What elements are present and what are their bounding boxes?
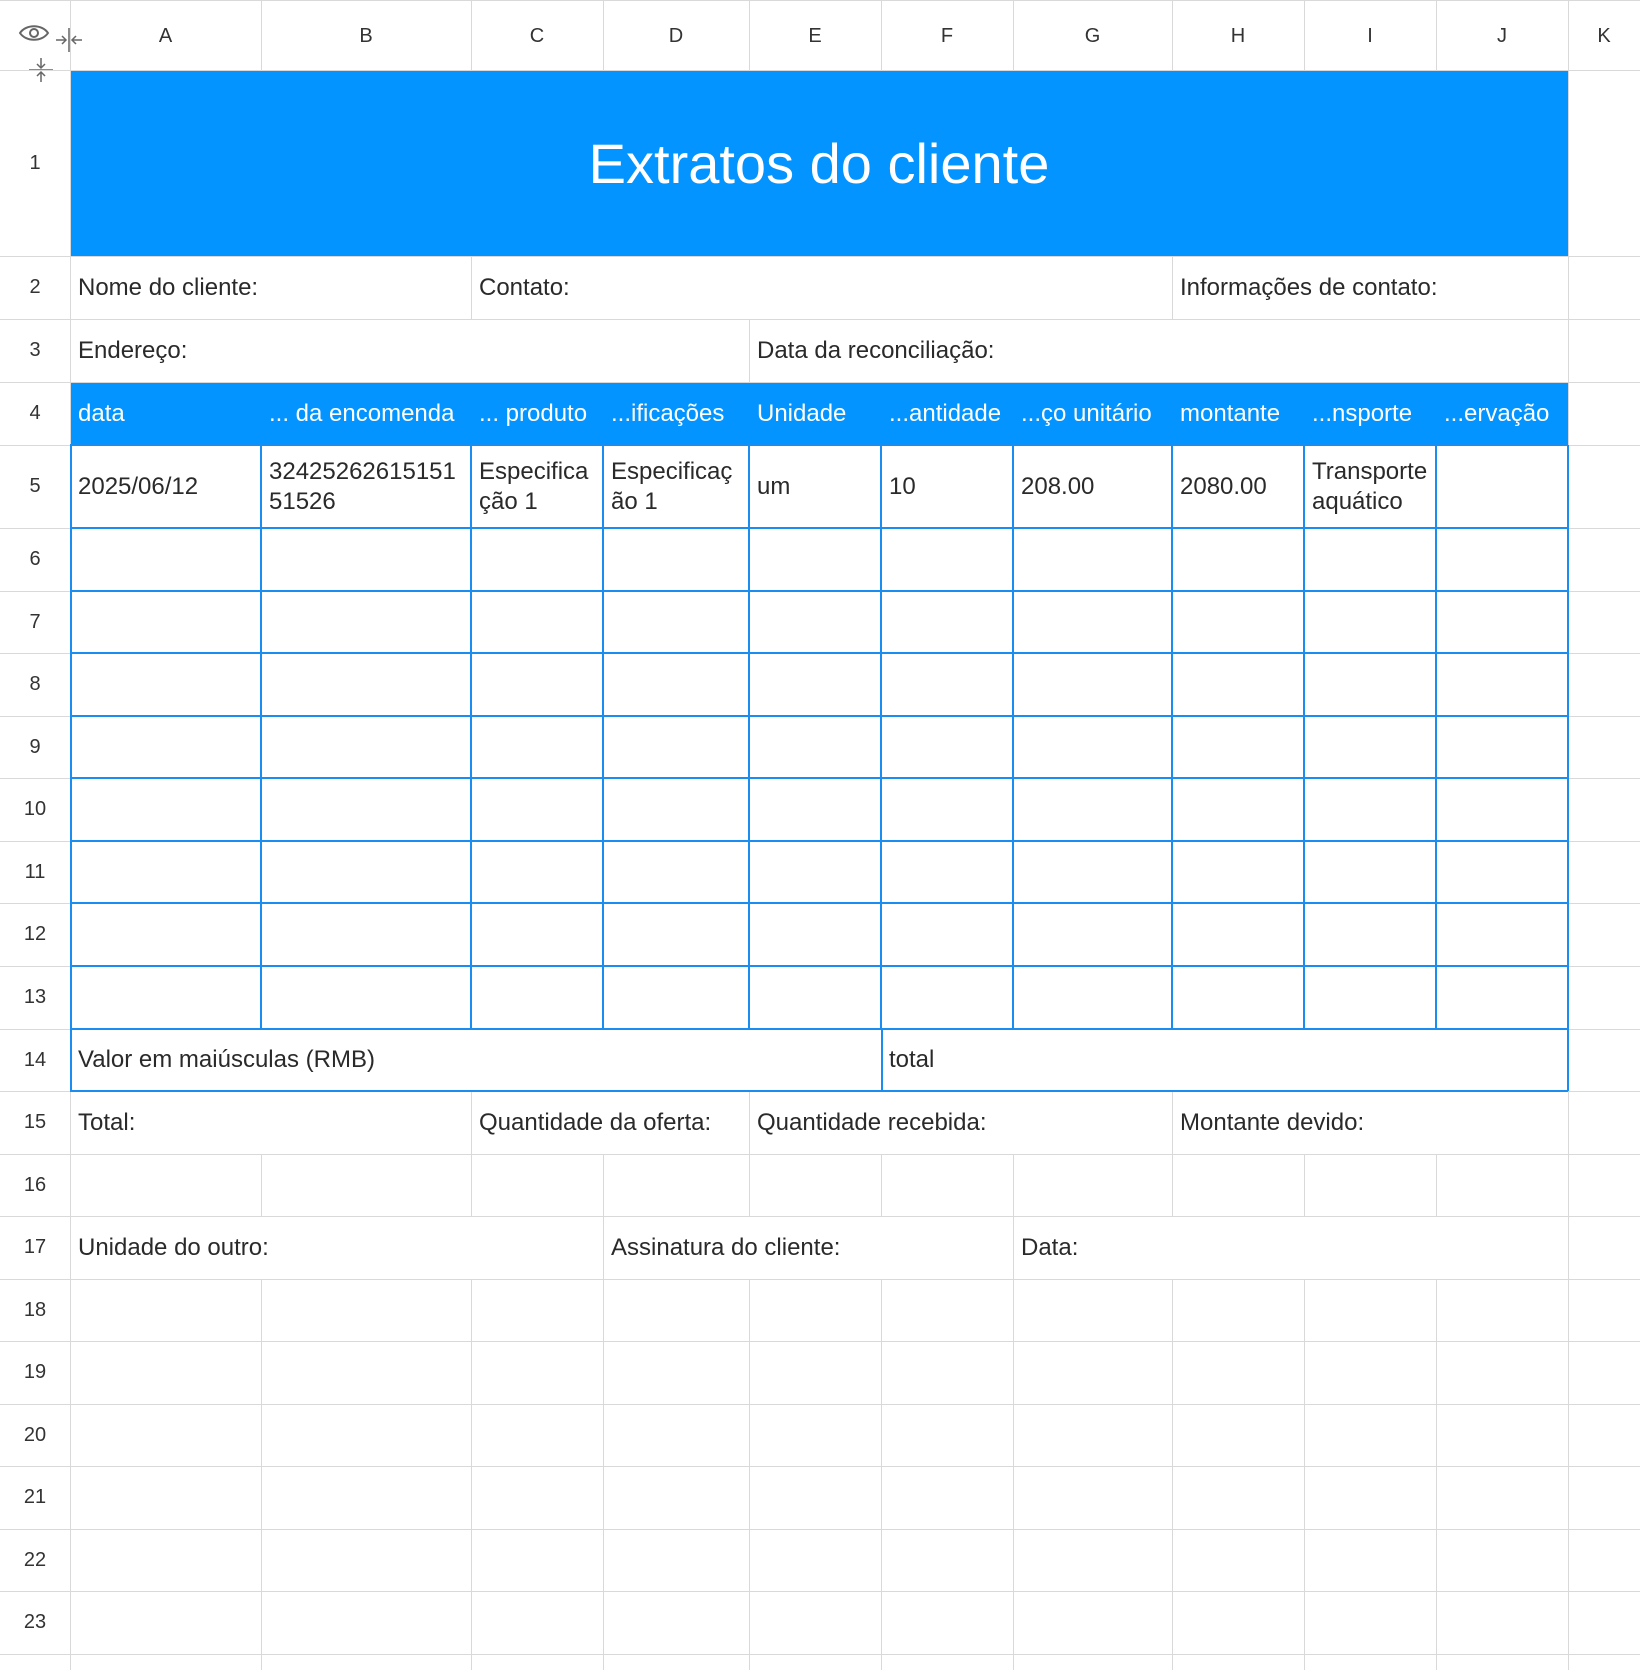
table-header-cell[interactable]: ...antidade <box>889 399 1002 427</box>
row-header-8[interactable]: 8 <box>29 673 41 695</box>
address-label[interactable]: Endereço: <box>78 336 188 364</box>
gridline <box>881 1279 882 1670</box>
gridline <box>471 1154 472 1216</box>
table-header-cell[interactable]: ...ço unitário <box>1021 399 1152 427</box>
table-header-cell[interactable]: data <box>78 399 125 427</box>
table-border <box>880 445 882 1029</box>
table-header-cell[interactable]: ... da encomenda <box>269 399 455 427</box>
row-header-10[interactable]: 10 <box>23 798 47 820</box>
gridline <box>1172 1279 1173 1670</box>
gridline <box>1304 1279 1305 1670</box>
table-header-cell[interactable]: Unidade <box>757 399 847 427</box>
table-cell[interactable]: 2080.00 <box>1180 472 1267 500</box>
gridline <box>0 1466 1640 1467</box>
total-label[interactable]: total <box>889 1046 935 1073</box>
gridline <box>0 1529 1640 1530</box>
table-border <box>1303 445 1305 1029</box>
gridline <box>1013 1279 1014 1670</box>
table-cell[interactable]: Especificação 1 <box>611 457 733 515</box>
row-header-23[interactable]: 23 <box>23 1611 47 1633</box>
table-border <box>1567 445 1569 1029</box>
column-header-g[interactable]: G <box>1084 25 1101 47</box>
gridline <box>1436 1154 1437 1216</box>
sheet-title: Extratos do cliente <box>588 131 1050 195</box>
column-header-f[interactable]: F <box>940 25 954 47</box>
table-header-cell[interactable]: ...ificações <box>611 399 725 427</box>
gridline <box>1436 1279 1437 1670</box>
table-header-cell[interactable]: ...ervação <box>1444 399 1550 427</box>
table-border <box>70 590 1568 592</box>
column-header-c[interactable]: C <box>529 25 545 47</box>
row-header-22[interactable]: 22 <box>23 1549 47 1571</box>
column-header-e[interactable]: E <box>808 25 822 47</box>
table-cell[interactable]: 208.00 <box>1021 472 1095 500</box>
gridline <box>1304 1154 1305 1216</box>
row-header-18[interactable]: 18 <box>23 1299 47 1321</box>
offer-quantity-label[interactable]: Quantidade da oferta: <box>479 1108 712 1136</box>
other-unit-label[interactable]: Unidade do outro: <box>78 1233 269 1261</box>
contact-info-label[interactable]: Informações de contato: <box>1180 273 1438 301</box>
row-header-21[interactable]: 21 <box>23 1486 47 1508</box>
column-header-h[interactable]: H <box>1230 25 1246 47</box>
contact-label[interactable]: Contato: <box>479 273 570 301</box>
gridline <box>1172 1154 1173 1216</box>
amount-in-words-label[interactable]: Valor em maiúsculas (RMB) <box>78 1046 375 1073</box>
row-header-15[interactable]: 15 <box>23 1111 47 1133</box>
gridline <box>0 1279 1640 1280</box>
row-header-13[interactable]: 13 <box>23 986 47 1008</box>
row-header-1[interactable]: 1 <box>29 152 41 174</box>
table-border <box>1012 445 1014 1029</box>
gridline <box>603 1154 604 1216</box>
gridline <box>0 1404 1640 1405</box>
row-header-14[interactable]: 14 <box>23 1049 47 1071</box>
gridline <box>261 1154 262 1216</box>
reconciliation-date-label[interactable]: Data da reconciliação: <box>757 336 995 364</box>
table-border <box>70 902 1568 904</box>
table-border <box>1435 445 1437 1029</box>
gridline <box>603 1279 604 1670</box>
total-field-label[interactable]: Total: <box>78 1108 136 1136</box>
gridline <box>881 1154 882 1216</box>
table-cell[interactable] <box>1436 445 1568 528</box>
table-header-cell[interactable]: ...nsporte <box>1312 399 1413 427</box>
row-header-9[interactable]: 9 <box>29 736 41 758</box>
gridline <box>1013 1154 1014 1216</box>
gridline <box>471 1279 472 1670</box>
table-border <box>70 445 72 1029</box>
table-border <box>70 777 1568 779</box>
gridline <box>749 1279 750 1670</box>
row-header-3[interactable]: 3 <box>29 339 41 361</box>
row-header-7[interactable]: 7 <box>29 611 41 633</box>
table-border <box>260 445 262 1029</box>
column-header-j[interactable]: J <box>1497 25 1507 47</box>
table-cell[interactable]: um <box>757 472 791 500</box>
row-header-12[interactable]: 12 <box>23 923 47 945</box>
table-border <box>70 965 1568 967</box>
row-header-5[interactable]: 5 <box>29 475 41 497</box>
row-header-11[interactable]: 11 <box>24 861 46 883</box>
gridline <box>0 1591 1640 1592</box>
table-cell[interactable]: Transporte aquático <box>1312 457 1428 515</box>
table-border <box>70 840 1568 842</box>
gridline <box>0 1154 1640 1155</box>
row-header-4[interactable]: 4 <box>29 402 41 424</box>
title-banner[interactable] <box>70 70 1568 256</box>
row-header-2[interactable]: 2 <box>29 276 41 298</box>
table-border <box>70 715 1568 717</box>
gridline <box>0 70 1640 71</box>
column-header-a[interactable]: A <box>158 25 173 47</box>
row-header-19[interactable]: 19 <box>23 1361 47 1383</box>
gridline <box>0 1654 1640 1655</box>
table-border <box>602 445 604 1029</box>
column-header-i[interactable]: I <box>1367 25 1373 47</box>
client-signature-label[interactable]: Assinatura do cliente: <box>611 1233 841 1261</box>
table-cell[interactable]: 2025/06/12 <box>78 472 199 500</box>
gridline <box>0 1341 1640 1342</box>
client-name-label[interactable]: Nome do cliente: <box>78 273 259 301</box>
gridline <box>261 1279 262 1670</box>
row-header-16[interactable]: 16 <box>23 1174 47 1196</box>
table-header-cell[interactable]: montante <box>1180 399 1281 427</box>
column-header-k[interactable]: K <box>1597 25 1611 47</box>
gridline <box>749 1154 750 1216</box>
table-border <box>748 445 750 1029</box>
table-border <box>1171 445 1173 1029</box>
column-header-b[interactable]: B <box>359 25 373 47</box>
table-cell[interactable]: 10 <box>889 472 916 500</box>
row-header-17[interactable]: 17 <box>23 1236 47 1258</box>
table-border <box>470 445 472 1029</box>
column-header-d[interactable]: D <box>668 25 684 47</box>
received-quantity-label[interactable]: Quantidade recebida: <box>757 1108 987 1136</box>
eye-icon[interactable] <box>18 22 50 44</box>
table-cell[interactable]: 3242526261515151526 <box>269 457 456 515</box>
table-header-cell[interactable]: ... produto <box>479 399 588 427</box>
table-border <box>70 652 1568 654</box>
amount-due-label[interactable]: Montante devido: <box>1180 1108 1365 1136</box>
row-header-6[interactable]: 6 <box>29 548 41 570</box>
table-cell[interactable]: Especificação 1 <box>479 457 589 515</box>
date-label[interactable]: Data: <box>1021 1233 1079 1261</box>
row-header-20[interactable]: 20 <box>23 1424 47 1446</box>
